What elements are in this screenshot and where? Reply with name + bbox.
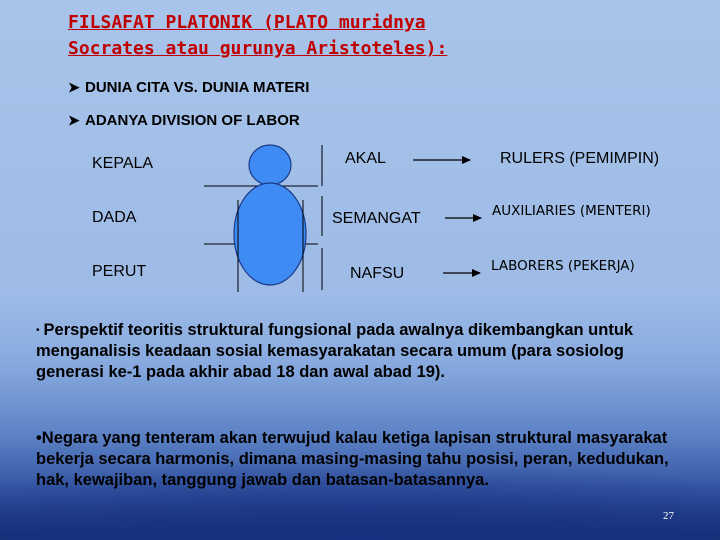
paragraph-perspektif <box>36 320 676 383</box>
class-auxiliaries: AUXILIARIES (MENTERI) <box>492 203 651 219</box>
page-number: 27 <box>663 510 674 522</box>
bullet-dot-icon: • <box>36 429 42 447</box>
bullet-text: ADANYA DIVISION OF LABOR <box>85 112 300 129</box>
body-part-kepala: KEPALA <box>92 155 154 172</box>
bullet-dot-icon: • <box>36 325 40 337</box>
bullet-text: DUNIA CITA VS. DUNIA MATERI <box>85 79 310 96</box>
figure-head-icon <box>249 145 291 185</box>
paragraph-text: Perspektif teoritis struktural fungsional pada awalnya dikembangkan untuk menganalisis keadaan sosial kemasyarakatan secara umum (para sosiolog generasi ke-1 pada akhir abad 18 dan awal abad 19). <box>36 321 634 382</box>
soul-part-semangat: SEMANGAT <box>332 210 421 227</box>
figure-body-icon <box>234 183 306 285</box>
arrowhead-bullet-icon: ➤ <box>68 112 80 128</box>
class-rulers: RULERS (PEMIMPIN) <box>500 150 660 167</box>
title-line-2: Socrates atau gurunya Aristoteles): <box>68 38 448 59</box>
paragraph-negara <box>36 428 676 491</box>
title-line-1: FILSAFAT PLATONIK (PLATO muridnya <box>68 12 426 33</box>
paragraph-text: Negara yang tenteram akan terwujud kalau ketiga lapisan struktural masyarakat bekerja secara harmonis, dimana masing-masing tahu posisi, peran, kedudukan, hak, kewajiban, tanggung jawab dan batasan-batasannya. <box>36 429 669 489</box>
soul-part-nafsu: NAFSU <box>350 265 405 282</box>
body-part-perut: PERUT <box>92 263 147 280</box>
arrowhead-bullet-icon: ➤ <box>68 79 80 95</box>
class-laborers: LABORERS (PEKERJA) <box>491 258 635 274</box>
body-part-dada: DADA <box>92 209 137 226</box>
soul-part-akal: AKAL <box>345 150 386 167</box>
